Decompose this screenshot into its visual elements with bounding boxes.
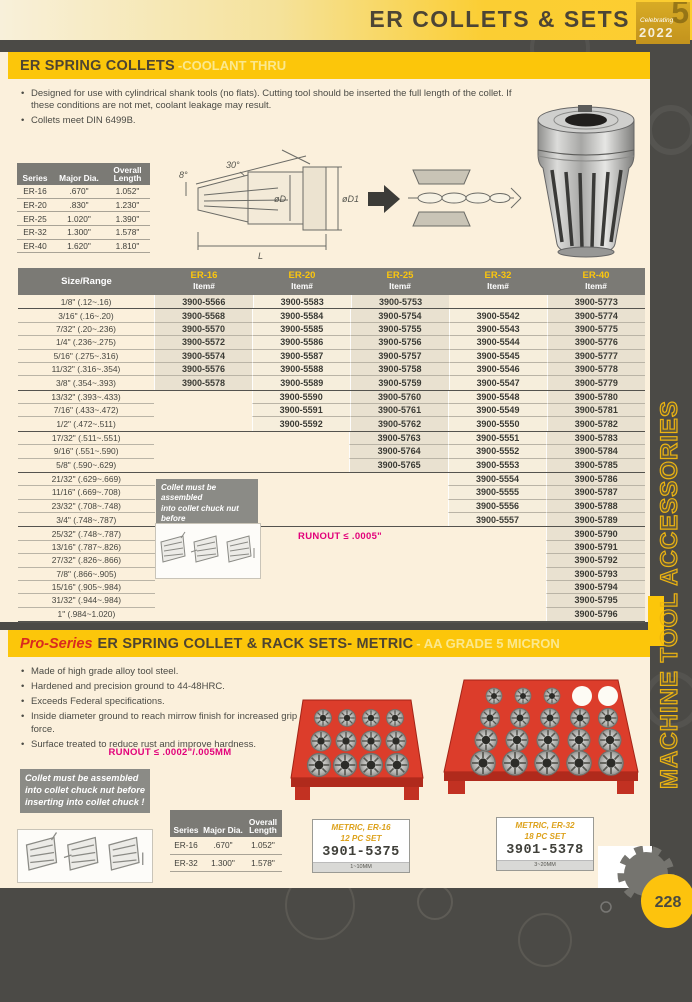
series-column-header — [351, 268, 449, 295]
spec-cell: 1.300" — [211, 857, 235, 868]
item-cell: 3900-5551 — [448, 432, 547, 445]
item-cell — [448, 594, 546, 607]
section1-title: ER SPRING COLLETS — [20, 57, 175, 74]
section2-bullets — [20, 666, 300, 754]
page-number: 228 — [654, 894, 682, 911]
table-row — [18, 417, 645, 431]
item-cell: 3900-5585 — [252, 323, 350, 336]
item-cell: 3900-5555 — [448, 486, 547, 499]
item-cell: 3900-5764 — [349, 445, 448, 458]
item-cell — [448, 568, 546, 581]
note-line: into collet chuck nut before — [161, 503, 239, 524]
item-cell — [350, 500, 448, 513]
item-header-label: Item# — [487, 281, 509, 292]
item-header-label: Item# — [389, 281, 411, 292]
table-row — [18, 568, 645, 581]
spec-cell: .670" — [213, 840, 233, 851]
item-cell: 3900-5785 — [546, 459, 645, 472]
spec-cell: ER-20 — [23, 200, 47, 211]
item-cell: 3900-5588 — [252, 363, 350, 376]
item-cell: 3900-5776 — [547, 336, 645, 349]
item-cell: 3900-5778 — [547, 363, 645, 376]
item-cell: 3900-5546 — [449, 363, 547, 376]
spec-table-metric — [170, 810, 282, 872]
item-cell — [449, 295, 546, 308]
spec-table-er — [17, 163, 150, 253]
item-cell: 3900-5549 — [448, 404, 546, 417]
spec-cell: ER-32 — [174, 857, 198, 868]
table-row — [18, 376, 645, 390]
item-cell: 3900-5570 — [154, 323, 252, 336]
table-row — [18, 486, 645, 499]
spec-cell: 1.390" — [115, 213, 140, 224]
series-column-header — [449, 268, 547, 295]
item-cell — [350, 568, 448, 581]
item-cell — [448, 608, 546, 621]
size-cell: 3/4" (.748~.787) — [56, 514, 117, 525]
product-item-number: 3901-5378 — [506, 843, 584, 859]
table-row — [18, 432, 645, 445]
diagram-angle30-label: 30° — [226, 160, 240, 170]
item-cell — [350, 513, 448, 526]
spec-column-header: Major Dia. — [59, 173, 99, 184]
section1-subtitle: -COOLANT THRU — [177, 58, 287, 73]
spec-column-header: Overall Length — [113, 164, 142, 184]
assembly-note-metric — [20, 769, 150, 813]
table-row — [18, 554, 645, 567]
item-cell — [253, 554, 351, 567]
item-cell — [252, 513, 350, 526]
item-cell: 3900-5587 — [252, 350, 350, 363]
item-cell — [155, 581, 253, 594]
product-range: 3~20MM — [497, 860, 593, 870]
bullet-item: • Collets meet DIN 6499B. — [20, 115, 515, 127]
item-cell: 3900-5589 — [252, 376, 350, 389]
bullet-item: • Inside diameter ground to reach mirrow finish for increased grip force. — [20, 711, 300, 735]
size-cell: 7/32" (.20~.236) — [18, 323, 154, 336]
size-cell: 11/32" (.316~.354) — [18, 363, 154, 376]
size-cell: 13/32" (.393~.433) — [18, 391, 154, 404]
product-label-er16 — [312, 819, 410, 873]
item-header-label: Item# — [291, 281, 313, 292]
item-cell: 3900-5784 — [546, 445, 645, 458]
item-cell — [448, 527, 546, 540]
series-name: ER-40 — [582, 270, 610, 282]
logo-line1: Celebrating — [640, 17, 674, 24]
item-cell: 3900-5548 — [448, 391, 546, 404]
spec-cell: 1.578" — [251, 857, 275, 868]
size-range-header: Size/Range — [61, 276, 112, 287]
note-line: inserting into collet chuck ! — [25, 796, 145, 807]
spec-cell: 1.620" — [67, 241, 91, 252]
diagram-d1-label: øD1 — [342, 194, 360, 204]
item-cell — [154, 445, 252, 458]
item-cell: 3900-5795 — [546, 594, 645, 607]
item-cell — [350, 608, 448, 621]
note-line: into collet chuck nut before — [25, 784, 145, 795]
runout-spec-metric: RUNOUT ≤ .0002"/.005MM — [108, 747, 232, 758]
size-cell: 1" (.984~1.020) — [57, 609, 116, 620]
item-cell — [253, 608, 351, 621]
item-cell: 3900-5790 — [546, 527, 645, 540]
page-number-badge — [612, 846, 692, 938]
item-cell: 3900-5788 — [546, 500, 645, 513]
section2-subtitle: - AA GRADE 5 MICRON — [416, 636, 560, 651]
item-cell — [155, 594, 253, 607]
spec-cell: ER-32 — [23, 227, 47, 238]
item-cell: 3900-5550 — [448, 417, 546, 430]
section2-series-label: Pro-Series — [20, 635, 93, 652]
size-cell: 15/16" (.905~.984) — [18, 581, 155, 594]
table-row — [18, 295, 645, 309]
item-cell — [350, 473, 448, 486]
series-column-header — [547, 268, 645, 295]
item-cell: 3900-5591 — [252, 404, 350, 417]
table-row — [18, 541, 645, 554]
item-cell — [350, 486, 448, 499]
logo-line2: 2022 — [639, 25, 674, 40]
item-cell: 3900-5761 — [350, 404, 448, 417]
item-cell: 3900-5754 — [350, 309, 448, 322]
item-cell: 3900-5545 — [449, 350, 547, 363]
spec-table-row — [17, 212, 150, 226]
series-name: ER-16 — [190, 270, 218, 282]
spec-column-header: Overall Length — [248, 816, 278, 836]
item-table-body — [18, 295, 645, 623]
spec-cell: ER-25 — [23, 213, 47, 224]
size-cell: 11/16" (.669~.708) — [18, 486, 155, 499]
spec-table-row — [170, 855, 282, 873]
item-cell — [253, 568, 351, 581]
table-row — [18, 350, 645, 363]
item-cell: 3900-5758 — [350, 363, 448, 376]
section2-title: ER SPRING COLLET & RACK SETS- METRIC — [97, 635, 414, 652]
spec-cell: ER-16 — [23, 186, 47, 197]
item-cell: 3900-5542 — [449, 309, 547, 322]
item-cell — [252, 500, 350, 513]
section1-bullets — [20, 88, 515, 130]
series-name: ER-20 — [288, 270, 316, 282]
spec-table-row — [17, 185, 150, 199]
item-cell: 3900-5755 — [350, 323, 448, 336]
rack-photo-er32 — [438, 668, 646, 808]
bullet-item: • Exceeds Federal specifications. — [20, 696, 300, 708]
item-cell: 3900-5765 — [349, 459, 448, 472]
item-cell — [154, 404, 251, 417]
product-subtitle: 18 PC SET — [524, 831, 566, 841]
item-cell: 3900-5789 — [546, 513, 645, 526]
product-range: 1~10MM — [313, 862, 409, 872]
table-row — [18, 323, 645, 336]
size-cell: 13/16" (.787~.826) — [18, 541, 155, 554]
spec-cell: 1.230" — [115, 200, 140, 211]
item-cell — [350, 554, 448, 567]
item-cell — [350, 594, 448, 607]
size-cell: 23/32" (.708~.748) — [18, 500, 155, 513]
series-column-header — [155, 268, 253, 295]
item-cell — [448, 581, 546, 594]
size-cell: 5/16" (.275~.316) — [18, 350, 154, 363]
size-cell: 27/32" (.826~.866) — [18, 554, 155, 567]
item-cell — [350, 541, 448, 554]
item-cell: 3900-5774 — [547, 309, 645, 322]
size-cell: 3/16" (.16~.20) — [18, 309, 154, 322]
item-cell — [448, 541, 546, 554]
item-cell: 3900-5759 — [350, 376, 448, 389]
item-cell — [155, 608, 253, 621]
bullet-item: • Hardened and precision ground to 44-48HRC. — [20, 681, 300, 693]
item-cell: 3900-5590 — [252, 391, 350, 404]
item-cell: 3900-5554 — [448, 473, 547, 486]
size-cell: 1/2" (.472~.511) — [56, 419, 116, 430]
section2-banner — [8, 630, 650, 657]
table-row — [18, 594, 645, 607]
item-cell: 3900-5773 — [547, 295, 645, 308]
collet-diagram — [178, 138, 523, 263]
table-row — [18, 445, 645, 458]
item-cell — [252, 432, 350, 445]
item-number-table — [18, 268, 645, 623]
item-cell: 3900-5783 — [546, 432, 645, 445]
item-cell — [252, 473, 350, 486]
spec-cell: 1.052" — [115, 186, 140, 197]
spec-column-header: Series — [173, 825, 199, 836]
collet-assembly-sketch-2 — [17, 829, 153, 883]
item-cell — [253, 581, 351, 594]
size-cell: 7/8" (.866~.905) — [18, 568, 155, 581]
item-cell — [350, 581, 448, 594]
product-title: METRIC, ER-32 — [515, 821, 575, 830]
size-cell: 21/32" (.629~.669) — [18, 473, 155, 486]
collet-photo — [526, 92, 646, 267]
collet-assembly-sketch — [155, 523, 261, 579]
table-row — [18, 391, 645, 404]
runout-spec: RUNOUT ≤ .0005" — [298, 531, 382, 542]
item-cell — [154, 417, 251, 430]
bullet-item: • Designed for use with cylindrical shank tools (no flats). Cutting tool should be inserted the full length of the collet. If these conditions are not met, coolant leakage may result. — [20, 88, 515, 112]
table-row — [18, 309, 645, 322]
item-cell: 3900-5779 — [547, 376, 645, 389]
page-title: ER COLLETS & SETS — [369, 6, 630, 32]
series-column-header — [253, 268, 351, 295]
item-cell: 3900-5757 — [350, 350, 448, 363]
item-cell: 3900-5777 — [547, 350, 645, 363]
size-cell: 9/16" (.551~.590) — [18, 445, 154, 458]
item-cell: 3900-5781 — [547, 404, 645, 417]
item-cell: 3900-5782 — [547, 417, 645, 430]
anniversary-logo — [636, 2, 690, 44]
spec-cell: 1.052" — [251, 840, 275, 851]
item-cell: 3900-5763 — [349, 432, 448, 445]
item-cell — [253, 594, 351, 607]
item-table-header — [18, 268, 645, 295]
spec-cell: 1.578" — [115, 227, 140, 238]
item-cell: 3900-5583 — [253, 295, 351, 308]
item-cell: 3900-5586 — [252, 336, 350, 349]
item-header-label: Item# — [585, 281, 607, 292]
size-cell: 7/16" (.433~.472) — [18, 404, 154, 417]
bullet-item: • Made of high grade alloy tool steel. — [20, 666, 300, 678]
spec-cell: 1.810" — [115, 241, 140, 252]
spec-cell: .830" — [69, 200, 89, 211]
spec-table-row — [17, 226, 150, 240]
item-cell: 3900-5792 — [546, 554, 645, 567]
diagram-angle8-label: 8° — [179, 170, 188, 180]
item-cell: 3900-5544 — [449, 336, 547, 349]
item-cell: 3900-5794 — [546, 581, 645, 594]
item-cell: 3900-5756 — [350, 336, 448, 349]
table-row — [18, 513, 645, 527]
item-cell: 3900-5547 — [449, 376, 547, 389]
spec-table-row — [170, 837, 282, 855]
table-row — [18, 581, 645, 594]
item-cell — [252, 445, 350, 458]
item-cell: 3900-5566 — [154, 295, 252, 308]
item-cell: 3900-5574 — [154, 350, 252, 363]
item-cell: 3900-5556 — [448, 500, 547, 513]
diagram-l-label: L — [258, 251, 264, 261]
logo-watermark: 5 — [671, 2, 689, 30]
size-cell: 31/32" (.944~.984) — [18, 594, 155, 607]
item-cell — [252, 486, 350, 499]
item-cell: 3900-5786 — [546, 473, 645, 486]
table-row — [18, 363, 645, 376]
spec-cell: .670" — [69, 186, 89, 197]
item-cell: 3900-5568 — [154, 309, 252, 322]
item-cell: 3900-5787 — [546, 486, 645, 499]
item-cell — [154, 391, 251, 404]
item-cell: 3900-5796 — [546, 608, 645, 621]
table-row — [18, 404, 645, 417]
item-cell — [252, 459, 350, 472]
item-cell — [154, 432, 252, 445]
product-item-number: 3901-5375 — [322, 845, 400, 861]
bullet-item: • Surface treated to reduce rust and improve hardness. — [20, 739, 300, 751]
size-cell: 3/8" (.354~.393) — [55, 377, 116, 388]
item-cell: 3900-5793 — [546, 568, 645, 581]
note-line: Collet must be assembled — [25, 773, 139, 783]
spec-table-row — [17, 199, 150, 213]
spec-cell: 1.020" — [67, 213, 91, 224]
item-cell — [154, 459, 252, 472]
size-cell: 25/32" (.748~.787) — [18, 527, 155, 540]
item-cell: 3900-5557 — [448, 513, 547, 526]
item-cell: 3900-5762 — [350, 417, 448, 430]
spec-table-header — [17, 163, 150, 185]
spec-table-header — [170, 810, 282, 837]
series-name: ER-25 — [386, 270, 414, 282]
size-cell: 1/4" (.236~.275) — [18, 336, 154, 349]
series-name: ER-32 — [484, 270, 512, 282]
spec-column-header: Series — [22, 173, 48, 184]
diagram-d-label: øD — [274, 194, 286, 204]
rack-photo-er16 — [283, 686, 431, 806]
item-cell — [253, 541, 351, 554]
size-cell: 1/8" (.12~.16) — [60, 296, 112, 307]
table-row — [18, 459, 645, 473]
table-row — [18, 336, 645, 349]
item-cell: 3900-5760 — [350, 391, 448, 404]
table-row — [18, 473, 645, 486]
size-cell: 17/32" (.511~.551) — [18, 432, 154, 445]
item-cell: 3900-5791 — [546, 541, 645, 554]
spec-cell: ER-40 — [23, 241, 47, 252]
item-cell: 3900-5780 — [547, 391, 645, 404]
spec-column-header: Major Dia. — [203, 825, 243, 836]
item-cell: 3900-5552 — [448, 445, 547, 458]
size-cell: 5/8" (.590~.629) — [56, 460, 117, 471]
item-cell: 3900-5584 — [252, 309, 350, 322]
item-header-label: Item# — [193, 281, 215, 292]
spec-cell: ER-16 — [174, 840, 198, 851]
section1-banner — [8, 52, 650, 79]
item-cell: 3900-5753 — [351, 295, 449, 308]
table-row — [18, 500, 645, 513]
item-cell: 3900-5553 — [448, 459, 547, 472]
item-cell: 3900-5592 — [252, 417, 350, 430]
spec-cell: 1.300" — [67, 227, 91, 238]
product-subtitle: 12 PC SET — [340, 833, 382, 843]
product-label-er32 — [496, 817, 594, 871]
item-cell: 3900-5578 — [154, 376, 252, 389]
note-line: Collet must be assembled — [161, 483, 217, 503]
table-row — [18, 608, 645, 621]
item-cell: 3900-5775 — [547, 323, 645, 336]
sidebar-category-label: MACHINE TOOL ACCESSORIES — [656, 400, 683, 790]
item-cell: 3900-5576 — [154, 363, 252, 376]
spec-table-row — [17, 240, 150, 254]
item-cell: 3900-5543 — [449, 323, 547, 336]
item-cell — [448, 554, 546, 567]
product-title: METRIC, ER-16 — [331, 823, 391, 832]
item-cell: 3900-5572 — [154, 336, 252, 349]
